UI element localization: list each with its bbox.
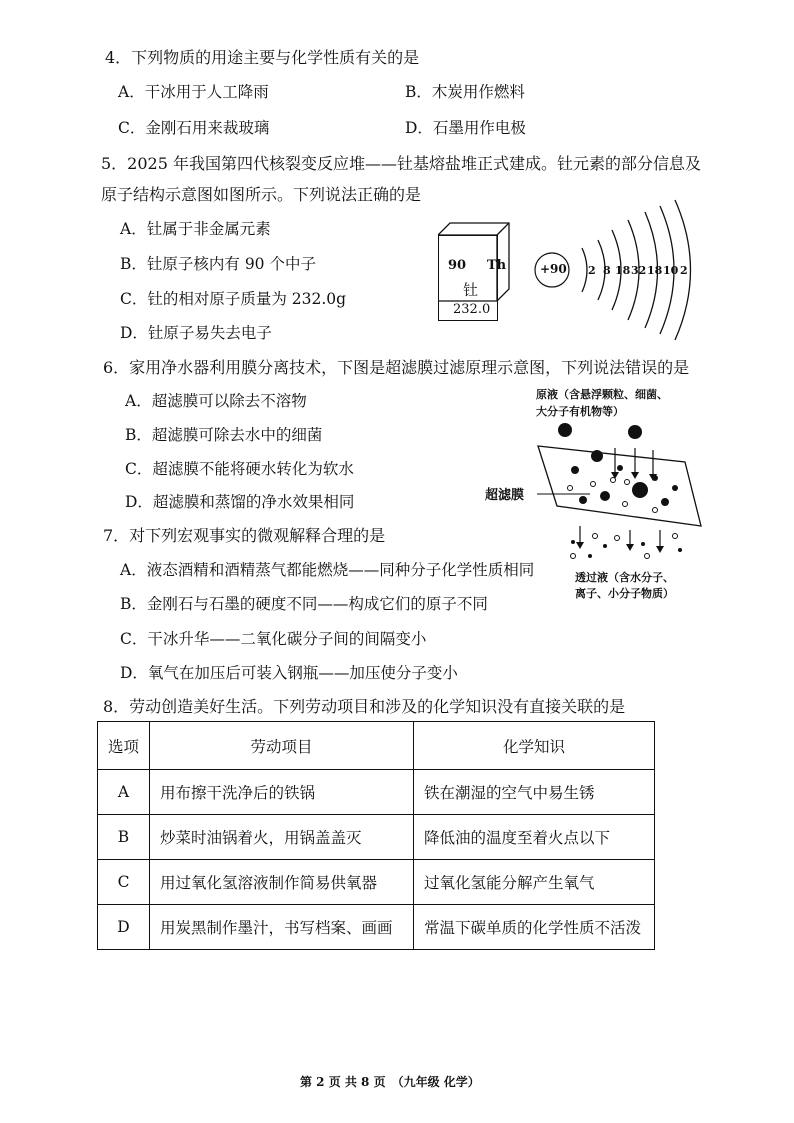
raw-liquid-label-line1: 原液（含悬浮颗粒、细菌、 xyxy=(536,388,668,401)
row-b-knowledge: 降低油的温度至着火点以下 xyxy=(414,815,655,860)
q4-option-a: A．干冰用于人工降雨 xyxy=(118,83,269,101)
q5-option-d: D．钍原子易失去电子 xyxy=(120,324,272,342)
q6-option-a: A．超滤膜可以除去不溶物 xyxy=(125,392,307,410)
header-option: 选项 xyxy=(98,722,150,770)
row-d-option: D xyxy=(98,905,150,950)
row-c-option: C xyxy=(98,860,150,905)
row-c-labor: 用过氧化氢溶液制作简易供氧器 xyxy=(150,860,414,905)
q8-stem: 8．劳动创造美好生活。下列劳动项目和涉及的化学知识没有直接关联的是 xyxy=(103,697,626,716)
table-row xyxy=(98,860,655,905)
q6-option-c: C．超滤膜不能将硬水转化为软水 xyxy=(125,460,354,478)
membrane-label: 超滤膜 xyxy=(485,488,525,503)
row-a-option: A xyxy=(98,770,150,815)
q7-option-a: A．液态酒精和酒精蒸气都能燃烧——同种分子化学性质相同 xyxy=(120,561,535,579)
page-footer: 第 2 页 共 8 页 （九年级 化学） xyxy=(300,1075,480,1089)
header-labor-item: 劳动项目 xyxy=(150,722,414,770)
q4-option-d: D．石墨用作电极 xyxy=(405,119,526,137)
row-a-labor: 用布擦干洗净后的铁锅 xyxy=(150,770,414,815)
row-c-knowledge: 过氧化氢能分解产生氧气 xyxy=(414,860,655,905)
q5-option-c: C．钍的相对原子质量为 232.0g xyxy=(120,290,347,308)
table-row xyxy=(98,770,655,815)
row-d-knowledge: 常温下碳单质的化学性质不活泼 xyxy=(414,905,655,950)
q7-option-b: B．金刚石与石墨的硬度不同——构成它们的原子不同 xyxy=(120,595,488,613)
q4-option-c: C．金刚石用来裁玻璃 xyxy=(118,119,270,137)
atom-shell-1: 2 xyxy=(588,264,596,277)
q6-option-b: B．超滤膜可除去水中的细菌 xyxy=(125,426,323,444)
atom-shell-3: 18 xyxy=(615,264,631,277)
q5-option-a: A．钍属于非金属元素 xyxy=(120,220,271,238)
atom-shell-5: 18 xyxy=(647,264,663,277)
atom-shell-7: 2 xyxy=(680,264,688,277)
table-row xyxy=(98,815,655,860)
ultrafiltration-diagram xyxy=(535,418,710,568)
q7-option-c: C．干冰升华——二氧化碳分子间的间隔变小 xyxy=(120,630,427,648)
header-chem-knowledge: 化学知识 xyxy=(414,722,655,770)
element-mass: 232.0 xyxy=(453,302,491,317)
row-a-knowledge: 铁在潮湿的空气中易生锈 xyxy=(414,770,655,815)
q5-option-b: B．钍原子核内有 90 个中子 xyxy=(120,255,316,273)
filtrate-label-line2: 离子、小分子物质） xyxy=(575,587,674,600)
q8-table xyxy=(97,721,655,950)
atom-shell-6: 10 xyxy=(663,264,679,277)
row-b-labor: 炒菜时油锅着火，用锅盖盖灭 xyxy=(150,815,414,860)
element-name: 钍 xyxy=(463,281,479,299)
q7-stem: 7．对下列宏观事实的微观解释合理的是 xyxy=(103,526,386,545)
q6-stem: 6．家用净水器利用膜分离技术，下图是超滤膜过滤原理示意图，下列说法错误的是 xyxy=(103,358,690,377)
table-row xyxy=(98,905,655,950)
atom-shell-2: 8 xyxy=(603,264,611,277)
table-header-row xyxy=(98,722,655,770)
raw-liquid-label-line2: 大分子有机物等） xyxy=(536,405,624,418)
q7-option-d: D．氧气在加压后可装入钢瓶——加压使分子变小 xyxy=(120,664,458,682)
q4-stem: 4．下列物质的用途主要与化学性质有关的是 xyxy=(105,48,420,67)
row-d-labor: 用炭黑制作墨汁，书写档案、画画 xyxy=(150,905,414,950)
q5-stem-line2: 原子结构示意图如图所示。下列说法正确的是 xyxy=(101,185,422,204)
atom-shell-4: 32 xyxy=(631,264,647,277)
q6-option-d: D．超滤膜和蒸馏的净水效果相同 xyxy=(125,493,355,511)
q4-option-b: B．木炭用作燃料 xyxy=(405,83,525,101)
atom-nucleus-label: +90 xyxy=(540,262,567,276)
filtrate-label-line1: 透过液（含水分子、 xyxy=(575,571,674,584)
q5-stem-line1: 5．2025 年我国第四代核裂变反应堆——钍基熔盐堆正式建成。钍元素的部分信息及 xyxy=(101,154,701,173)
element-number: 90 xyxy=(448,258,467,273)
row-b-option: B xyxy=(98,815,150,860)
element-symbol: Th xyxy=(487,258,507,273)
